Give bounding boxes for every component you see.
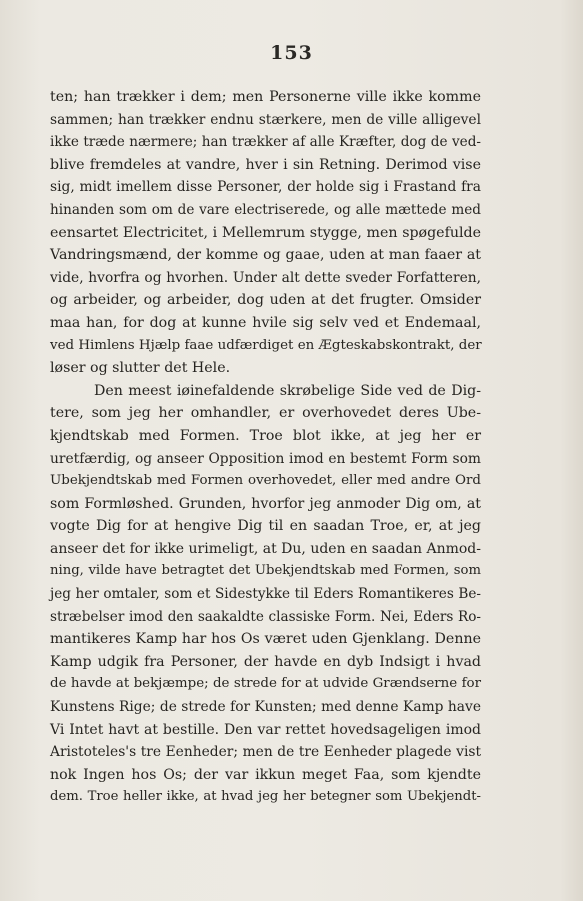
text-line: som Formløshed. Grunden, hvorfor jeg anmoder Dig om, at — [50, 495, 481, 512]
text-line: ikke træde nærmere; han trækker af alle Kræfter, dog de ved- — [50, 134, 481, 151]
text-line: Den meest iøinefaldende skrøbelige Side ved de Dig- — [94, 382, 481, 399]
text-line: dem. Troe heller ikke, at hvad jeg her betegner som Ubekjendt- — [50, 789, 481, 805]
text-line: eensartet Electricitet, i Mellemrum stygge, men spøgefulde — [50, 224, 481, 241]
text-line: og arbeider, og arbeider, dog uden at det frugter. Omsider — [50, 292, 481, 309]
text-line: Kunstens Rige; de strede for Kunsten; med denne Kamp have — [50, 699, 481, 716]
text-line: stræbelser imod den saakaldte classiske Form. Nei, Eders Ro- — [50, 608, 481, 625]
text-line: Vandringsmænd, der komme og gaae, uden at man faaer at — [50, 247, 481, 264]
text-line: nok Ingen hos Os; der var ikkun meget Faa, som kjendte — [50, 766, 481, 783]
text-line: Aristoteles's tre Eenheder; men de tre Eenheder plagede vist — [50, 744, 481, 761]
text-line: løser og slutter det Hele. — [50, 360, 231, 377]
text-line: de havde at bekjæmpe; de strede for at udvide Grændserne for — [50, 676, 481, 692]
page-number: 153 — [270, 42, 313, 64]
text-line: Ubekjendtskab med Formen overhovedet, eller med andre Ord — [50, 473, 481, 489]
text-line: ved Himlens Hjælp faae udfærdiget en Ægteskabskontrakt, der — [50, 337, 482, 353]
text-line: Vi Intet havt at bestille. Den var rettet hovedsageligen imod — [50, 721, 481, 738]
text-line: ning, vilde have betragtet det Ubekjendtskab med Formen, som — [50, 563, 481, 579]
text-line: tere, som jeg her omhandler, er overhovedet deres Ube- — [50, 405, 481, 422]
text-line: jeg her omtaler, som et Sidestykke til Eders Romantikeres Be- — [50, 586, 481, 603]
text-line: ten; han trækker i dem; men Personerne ville ikke komme — [50, 89, 481, 105]
text-line: kjendtskab med Formen. Troe blot ikke, at jeg her er — [50, 427, 481, 444]
text-line: vide, hvorfra og hvorhen. Under alt dette sveder Forfatteren, — [50, 269, 481, 286]
text-line: blive fremdeles at vandre, hver i sin Retning. Derimod vise — [50, 156, 481, 173]
text-line: maa han, for dog at kunne hvile sig selv ved et Endemaal, — [50, 314, 481, 331]
text-line: uretfærdig, og anseer Opposition imod en bestemt Form som — [50, 450, 481, 467]
text-line: sig, midt imellem disse Personer, der holde sig i Frastand fra — [50, 179, 481, 196]
text-line: Kamp udgik fra Personer, der havde en dyb Indsigt i hvad — [50, 653, 481, 670]
text-line: mantikeres Kamp har hos Os været uden Gjenklang. Denne — [50, 631, 481, 648]
text-line: sammen; han trækker endnu stærkere, men de ville alligevel — [50, 111, 481, 128]
text-line: vogte Dig for at hengive Dig til en saadan Troe, er, at jeg — [50, 518, 481, 535]
text-line: hinanden som om de vare electriserede, og alle mættede med — [50, 201, 481, 218]
body-text — [50, 86, 481, 809]
text-line: anseer det for ikke urimeligt, at Du, uden en saadan Anmod- — [50, 540, 481, 557]
